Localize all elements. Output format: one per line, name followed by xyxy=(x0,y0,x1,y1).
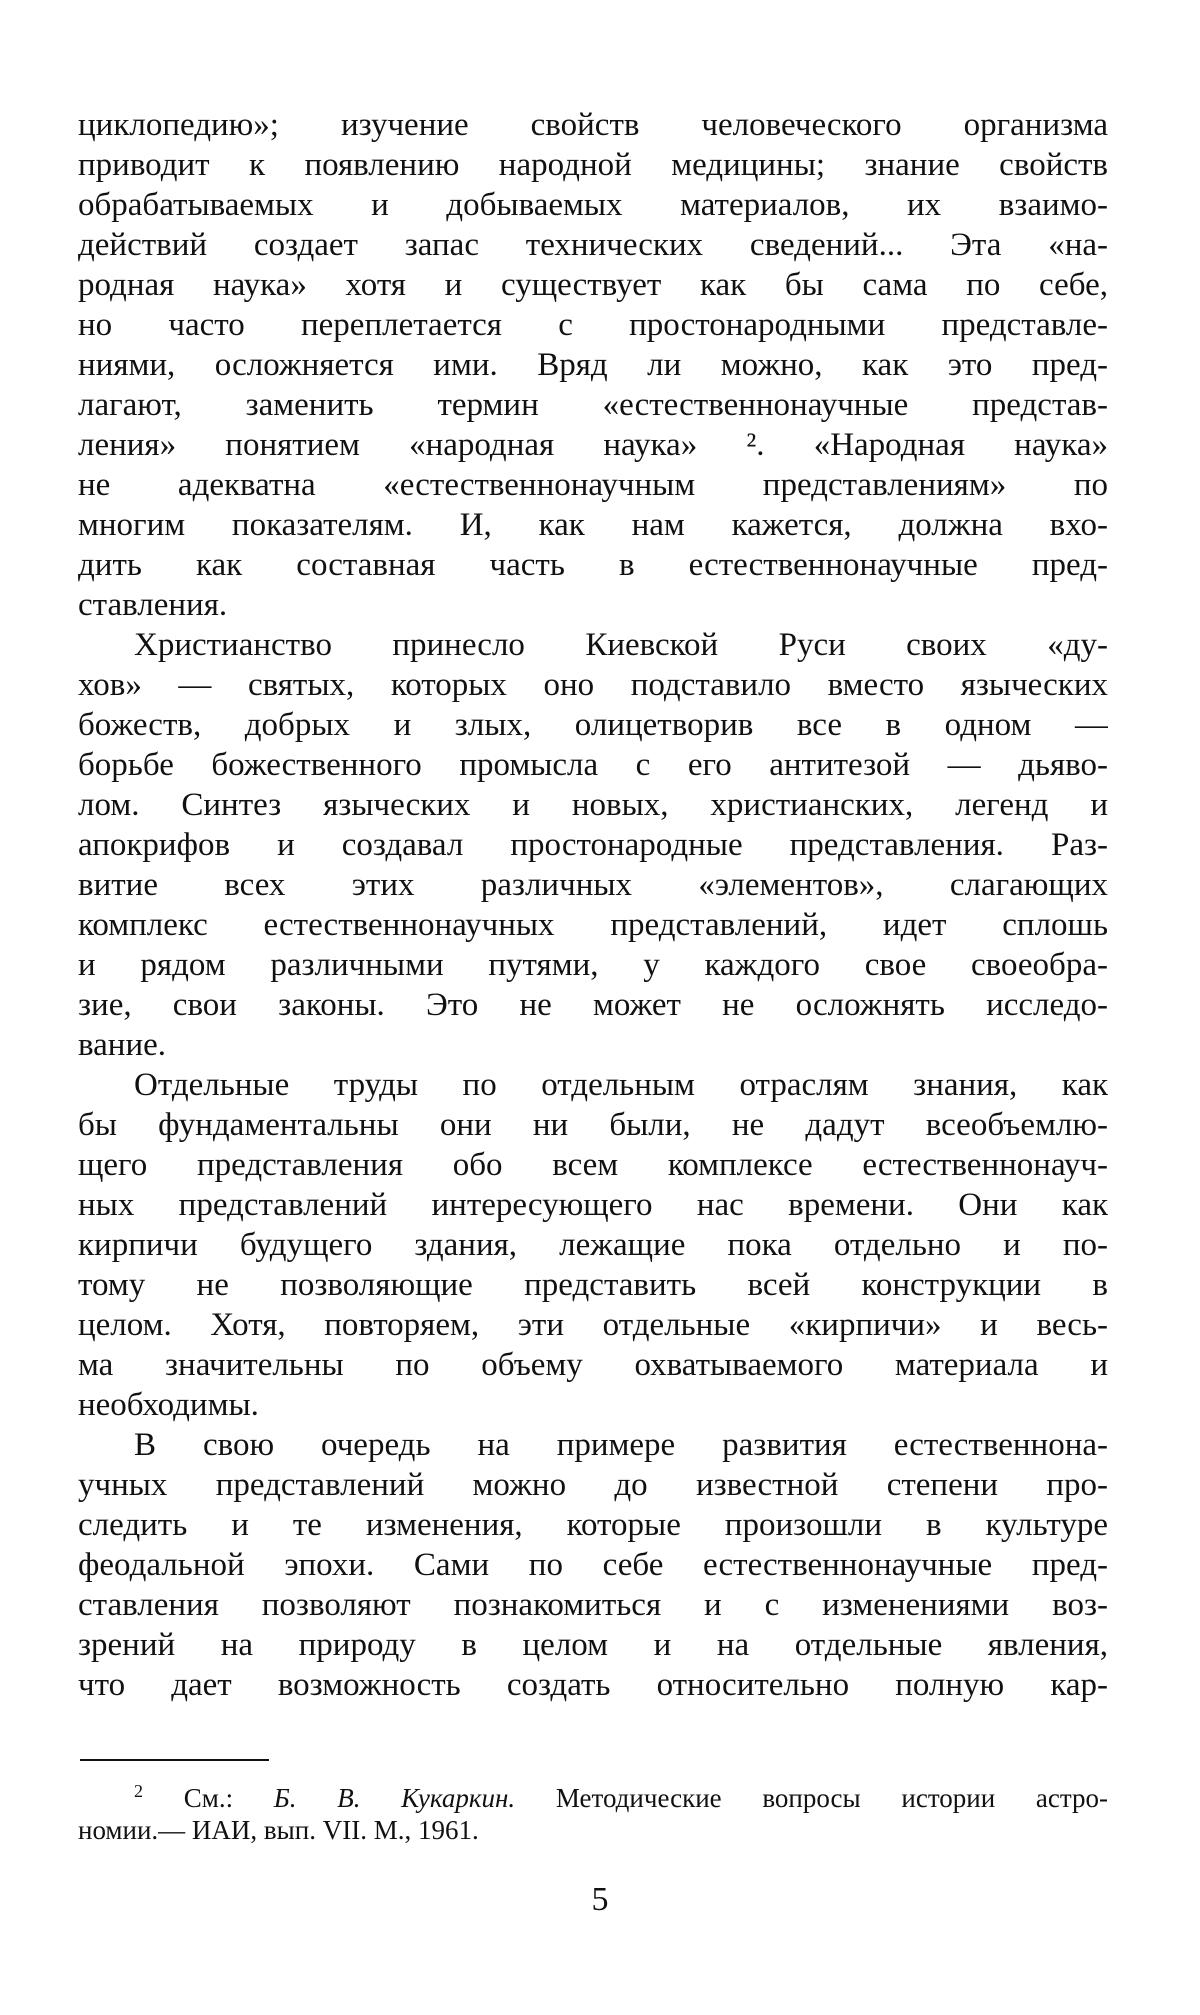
text-line: лагают, заменить термин «естественнонаучные представ- xyxy=(78,387,1108,423)
text-line: ставления. xyxy=(78,587,228,623)
text-line: комплекс естественнонаучных представлений, идет сплошь xyxy=(78,907,1108,943)
text-line: ниями, осложняется ими. Вряд ли можно, как это пред- xyxy=(78,347,1108,383)
footnote-separator xyxy=(80,1759,269,1761)
text-line: феодальной эпохи. Сами по себе естественнонаучные пред- xyxy=(78,1547,1108,1583)
text-line: циклопедию»; изучение свойств человеческого организма xyxy=(78,107,1108,143)
footnote-line-2: номии.— ИАИ, вып. VII. М., 1961. xyxy=(78,1815,479,1845)
text-line: и рядом различными путями, у каждого свое своеобра- xyxy=(78,947,1108,983)
page-number: 5 xyxy=(591,1881,609,1918)
text-line: учных представлений можно до известной степени про- xyxy=(78,1467,1108,1503)
text-line: Отдельные труды по отдельным отраслям знания, как xyxy=(134,1067,1108,1103)
text-line: обрабатываемых и добываемых материалов, их взаимо- xyxy=(78,187,1108,223)
text-line: ставления позволяют познакомиться и с изменениями воз- xyxy=(78,1587,1108,1623)
footnote-line-1 xyxy=(78,1782,1108,1814)
text-line: следить и те изменения, которые произошли в культуре xyxy=(78,1507,1108,1543)
text-line: ма значительны по объему охватываемого материала и xyxy=(78,1347,1108,1383)
text-line: витие всех этих различных «элементов», слагающих xyxy=(78,867,1108,903)
text-line: щего представления обо всем комплексе естественнонауч- xyxy=(78,1147,1108,1183)
text-line: хов» — святых, которых оно подставило вместо языческих xyxy=(78,667,1108,703)
footnote-author: Б. В. Кукаркин. xyxy=(273,1783,516,1813)
text-line: действий создает запас технических сведений... Эта «на- xyxy=(78,227,1108,263)
text-line: целом. Хотя, повторяем, эти отдельные «кирпичи» и весь- xyxy=(78,1307,1108,1343)
text-line: дить как составная часть в естественнонаучные пред- xyxy=(78,547,1108,583)
text-line: зрений на природу в целом и на отдельные явления, xyxy=(78,1627,1108,1663)
text-line: божеств, добрых и злых, олицетворив все в одном — xyxy=(78,707,1108,743)
footnote xyxy=(78,1782,1108,1846)
footnote-title: Методические вопросы истории астро- xyxy=(515,1783,1108,1813)
text-line: ления» понятием «народная наука» ². «Народная наука» xyxy=(78,427,1108,463)
text-line: необходимы. xyxy=(78,1387,259,1423)
text-line: апокрифов и создавал простонародные представления. Раз- xyxy=(78,827,1108,863)
text-line: В свою очередь на примере развития естественнона- xyxy=(134,1427,1108,1463)
text-line: ных представлений интересующего нас времени. Они как xyxy=(78,1187,1108,1223)
text-line: родная наука» хотя и существует как бы сама по себе, xyxy=(78,267,1108,303)
text-line: тому не позволяющие представить всей конструкции в xyxy=(78,1267,1108,1303)
text-line: но часто переплетается с простонародными представле- xyxy=(78,307,1108,343)
text-line: что дает возможность создать относительно полную кар- xyxy=(78,1667,1108,1703)
text-line: приводит к появлению народной медицины; знание свойств xyxy=(78,147,1108,183)
footnote-marker: 2 xyxy=(134,1782,143,1801)
text-line: лом. Синтез языческих и новых, христианских, легенд и xyxy=(78,787,1108,823)
text-line: Христианство принесло Киевской Руси своих «ду- xyxy=(134,627,1108,663)
main-text xyxy=(78,105,1108,1705)
text-line: зие, свои законы. Это не может не осложнять исследо- xyxy=(78,987,1108,1023)
footnote-prefix: См.: xyxy=(143,1783,274,1813)
text-line: кирпичи будущего здания, лежащие пока отдельно и по- xyxy=(78,1227,1108,1263)
text-line: вание. xyxy=(78,1027,167,1063)
text-line: бы фундаментальны они ни были, не дадут всеобъемлю- xyxy=(78,1107,1108,1143)
text-line: многим показателям. И, как нам кажется, должна вхо- xyxy=(78,507,1108,543)
text-line: борьбе божественного промысла с его антитезой — дьяво- xyxy=(78,747,1108,783)
text-line: не адекватна «естественнонаучным представлениям» по xyxy=(78,467,1108,503)
